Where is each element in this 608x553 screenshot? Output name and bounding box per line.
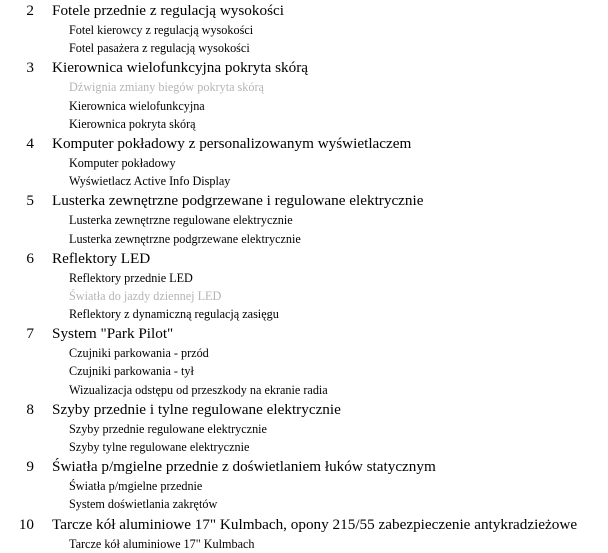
sub-feature: Reflektory przednie LED — [69, 270, 193, 285]
equipment-item — [0, 190, 608, 247]
sub-feature: Reflektory z dynamiczną regulacją zasięgu — [69, 307, 279, 322]
sub-feature: Czujniki parkowania - przód — [69, 346, 209, 361]
equipment-item-heading — [0, 133, 608, 154]
equipment-item-heading — [0, 190, 608, 211]
equipment-item-heading — [0, 0, 608, 21]
sub-feature: Tarcze kół aluminiowe 17" Kulmbach — [69, 536, 255, 551]
sub-feature: Wyświetlacz Active Info Display — [69, 174, 231, 189]
equipment-item — [0, 456, 608, 513]
equipment-item — [0, 514, 608, 553]
sub-feature: Fotel kierowcy z regulacją wysokości — [69, 23, 254, 37]
sub-feature: Lusterka zewnętrzne regulowane elektrycznie — [69, 213, 293, 228]
equipment-item — [0, 133, 608, 190]
equipment-item-heading — [0, 248, 608, 269]
sub-feature-faded: Dźwignia zmiany biegów pokryta skórą — [69, 80, 264, 95]
item-title: Komputer pokładowy z personalizowanym wyświetlaczem — [52, 134, 412, 152]
sub-feature: Światła p/mgielne przednie — [69, 479, 203, 494]
equipment-item-heading — [0, 456, 608, 477]
item-number: 4 — [26, 134, 34, 152]
equipment-item-heading — [0, 57, 608, 78]
item-number: 7 — [26, 325, 34, 343]
item-number: 3 — [26, 59, 34, 77]
item-number: 10 — [18, 515, 34, 533]
equipment-item — [0, 323, 608, 399]
equipment-item-heading — [0, 323, 608, 344]
equipment-item — [0, 248, 608, 324]
item-title: System "Park Pilot" — [52, 325, 174, 343]
sub-feature: Kierownica wielofunkcyjna — [69, 98, 205, 113]
item-title: Reflektory LED — [52, 249, 151, 267]
sub-feature: Komputer pokładowy — [69, 155, 176, 170]
sub-feature: Czujniki parkowania - tył — [69, 364, 194, 379]
item-title: Kierownica wielofunkcyjna pokryta skórą — [52, 59, 308, 77]
item-number: 8 — [26, 400, 34, 418]
sub-feature: Kierownica pokryta skórą — [69, 116, 196, 131]
sub-feature: Lusterka zewnętrzne podgrzewane elektrycznie — [69, 231, 301, 246]
item-title: Szyby przednie i tylne regulowane elektrycznie — [52, 400, 341, 418]
item-number: 2 — [26, 2, 34, 19]
item-title: Światła p/mgielne przednie z doświetlaniem łuków statycznym — [52, 458, 436, 476]
item-number: 5 — [26, 192, 34, 210]
item-title: Lusterka zewnętrzne podgrzewane i regulowane elektrycznie — [52, 192, 424, 210]
equipment-item — [0, 0, 608, 57]
sub-feature: System doświetlania zakrętów — [69, 497, 218, 512]
sub-feature: Szyby przednie regulowane elektrycznie — [69, 421, 267, 436]
equipment-item — [0, 57, 608, 133]
equipment-item-heading — [0, 399, 608, 420]
sub-feature: Fotel pasażera z regulacją wysokości — [69, 41, 250, 56]
sub-feature: Wizualizacja odstępu od przeszkody na ekranie radia — [69, 382, 328, 397]
item-title: Tarcze kół aluminiowe 17" Kulmbach, opony 215/55 zabezpieczenie antykradzieżowe — [52, 515, 578, 533]
sub-feature: Szyby tylne regulowane elektrycznie — [69, 440, 250, 454]
item-title: Fotele przednie z regulacją wysokości — [52, 2, 284, 19]
item-number: 9 — [26, 458, 34, 476]
equipment-item — [0, 399, 608, 456]
equipment-item-heading — [0, 514, 608, 535]
item-number: 6 — [26, 249, 34, 267]
sub-feature-faded: Światła do jazdy dziennej LED — [69, 288, 222, 303]
